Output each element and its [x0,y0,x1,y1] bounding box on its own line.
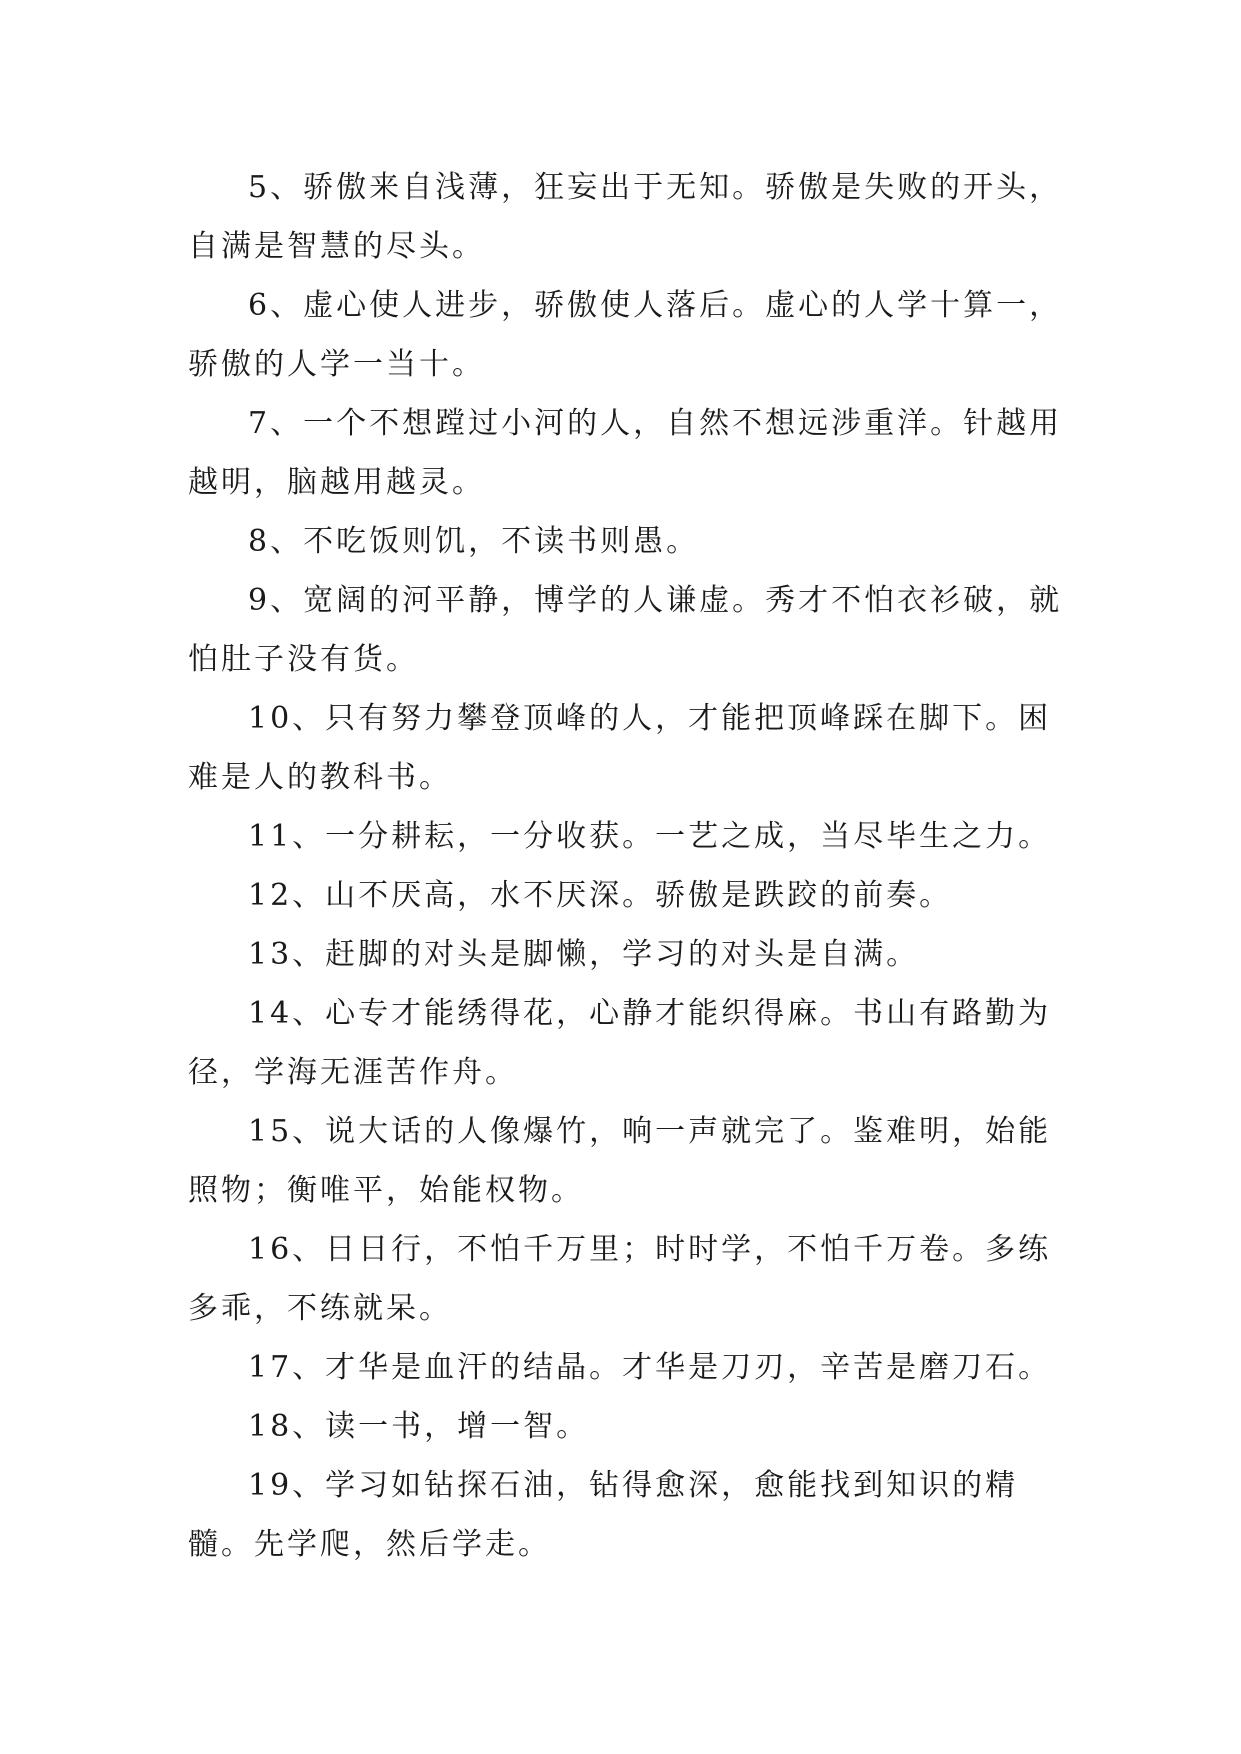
document-body [188,158,1068,1574]
paragraph-12: 12、山不厌高，水不厌深。骄傲是跌跤的前奏。 [248,878,953,913]
paragraph-15: 15、说大话的人像爆竹，响一声就完了。鉴难明，始能照物；衡唯平，始能权物。 [188,1114,1052,1208]
paragraph-10: 10、只有努力攀登顶峰的人，才能把顶峰踩在脚下。困难是人的教科书。 [188,701,1052,795]
paragraph-17: 17、才华是血汗的结晶。才华是刀刃，辛苦是磨刀石。 [248,1350,1052,1385]
paragraph-16: 16、日日行，不怕千万里；时时学，不怕千万卷。多练多乖，不练就呆。 [188,1232,1052,1326]
paragraph-13: 13、赶脚的对头是脚懒，学习的对头是自满。 [248,937,920,972]
paragraph-6: 6、虚心使人进步，骄傲使人落后。虚心的人学十算一，骄傲的人学一当十。 [188,288,1063,382]
paragraph-18: 18、读一书，增一智。 [248,1409,590,1444]
paragraph-9: 9、宽阔的河平静，博学的人谦虚。秀才不怕衣衫破，就怕肚子没有货。 [188,583,1063,677]
paragraph-7: 7、一个不想蹚过小河的人，自然不想远涉重洋。针越用越明，脑越用越灵。 [188,406,1063,500]
paragraph-11: 11、一分耕耘，一分收获。一艺之成，当尽毕生之力。 [248,819,1052,854]
paragraph-14: 14、心专才能绣得花，心静才能织得麻。书山有路勤为径，学海无涯苦作舟。 [188,996,1052,1090]
paragraph-5: 5、骄傲来自浅薄，狂妄出于无知。骄傲是失败的开头，自满是智慧的尽头。 [188,170,1063,264]
paragraph-8: 8、不吃饭则饥，不读书则愚。 [248,524,700,559]
paragraph-19: 19、学习如钻探石油，钻得愈深，愈能找到知识的精髓。先学爬，然后学走。 [188,1468,1019,1562]
